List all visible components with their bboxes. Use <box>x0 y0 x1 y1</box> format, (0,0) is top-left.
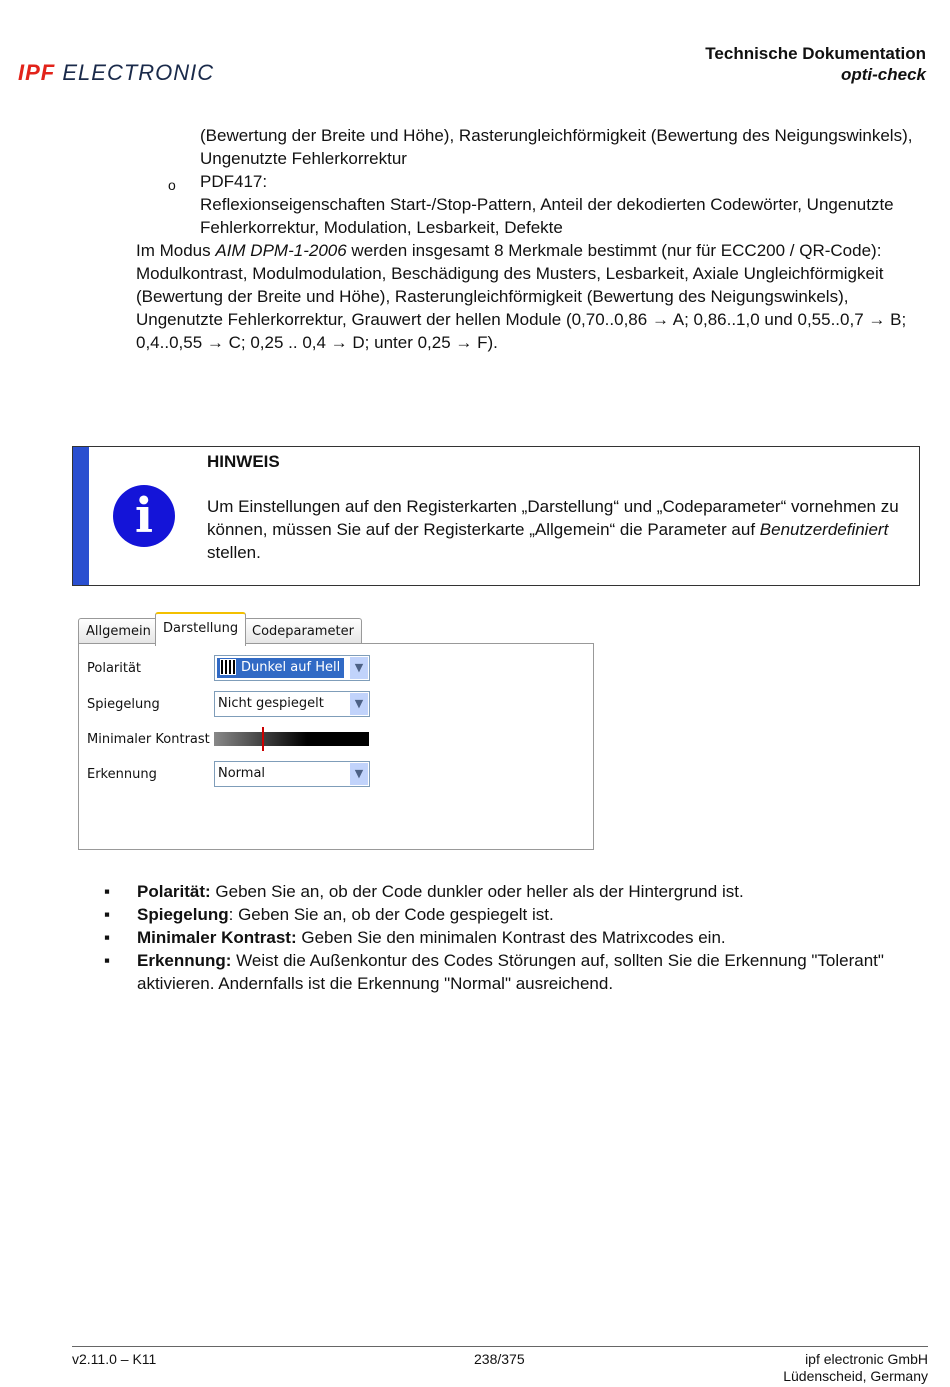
kontrast-label: Minimaler Kontrast <box>87 732 210 747</box>
logo-ipf: IPF <box>18 60 56 85</box>
tab-darstellung[interactable]: Darstellung <box>155 612 246 646</box>
header-title-block <box>705 43 926 85</box>
hinweis-box <box>72 446 920 586</box>
tab-codeparameter[interactable]: Codeparameter <box>244 618 362 644</box>
footer-location: Lüdenscheid, Germany <box>783 1368 928 1384</box>
spiegelung-value: Nicht gespiegelt <box>218 696 324 711</box>
footer-company: ipf electronic GmbH <box>805 1351 928 1367</box>
footer-company-block <box>783 1351 928 1385</box>
tab-panel <box>78 643 594 850</box>
polaritaet-select[interactable] <box>214 655 370 681</box>
note-title: HINWEIS <box>207 452 280 471</box>
spiegelung-select[interactable] <box>214 691 370 717</box>
erkennung-label: Erkennung <box>87 767 157 782</box>
tab-allgemein[interactable]: Allgemein <box>78 618 159 644</box>
item-text: Geben Sie an, ob der Code dunkler oder heller als der Hintergrund ist. <box>210 882 744 901</box>
polaritaet-value: Dunkel auf Hell <box>217 658 344 678</box>
info-icon: i <box>113 485 175 547</box>
item-term: Polarität: <box>137 882 211 901</box>
datamatrix-icon <box>220 659 236 675</box>
note-text <box>207 495 912 564</box>
note-em: Benutzerdefiniert <box>759 520 889 539</box>
note-end: stellen. <box>207 543 261 562</box>
aim-paragraph <box>136 239 926 354</box>
item-term: Minimaler Kontrast: <box>137 928 297 947</box>
polaritaet-label: Polarität <box>87 661 142 676</box>
erkennung-select[interactable] <box>214 761 370 787</box>
aim-text: werden insgesamt 8 Merkmale bestimmt (nur für ECC200 / QR-Code): Modulkontrast, Modulmodulation, Beschädigung des Musters, Lesbarkeit, Axiale Ungleichförmigkeit (Bewertung der Breite und Höhe), Rasterungleichförmigkeit (Bewertung des Neigungswinkels), Ungenutzte Fehlerkorrektur, Grauwert der hellen Module (0,70..0,86 → A; 0,86..1,0 und 0,55..0,7 → B; 0,4..0,55 → C; 0,25 .. 0,4 → D; unter 0,25 → F). <box>136 241 907 352</box>
chevron-down-icon[interactable]: ▼ <box>350 693 368 715</box>
doc-subtitle: opti-check <box>840 65 926 84</box>
spiegelung-label: Spiegelung <box>87 697 160 712</box>
item-text: Weist die Außenkontur des Codes Störungen auf, sollten Sie die Erkennung "Tolerant" aktivieren. Andernfalls ist die Erkennung "Normal" ausreichend. <box>137 951 884 993</box>
settings-dialog <box>78 612 594 850</box>
kontrast-slider-thumb[interactable] <box>262 727 264 751</box>
list-item <box>104 880 924 903</box>
note-bar <box>73 447 89 585</box>
item-text: Geben Sie den minimalen Kontrast des Matrixcodes ein. <box>296 928 726 947</box>
ipf-logo <box>18 60 214 86</box>
pdf417-title: PDF417: <box>200 172 268 191</box>
continued-text: (Bewertung der Breite und Höhe), Rasterungleichförmigkeit (Bewertung des Neigungswinkels), Ungenutzte Fehlerkorrektur <box>200 126 913 168</box>
footer <box>72 1346 928 1384</box>
logo-electronic: ELECTRONIC <box>62 60 215 85</box>
aim-mode: AIM DPM-1-2006 <box>215 241 347 260</box>
note-body: Um Einstellungen auf den Registerkarten „Darstellung“ und „Codeparameter“ vornehmen zu können, müssen Sie auf der Registerkarte „Allgemein“ die Parameter auf <box>207 497 899 539</box>
chevron-down-icon[interactable]: ▼ <box>350 657 368 679</box>
item-term: Spiegelung <box>137 905 229 924</box>
list-item <box>104 926 924 949</box>
erkennung-value: Normal <box>218 766 266 781</box>
list-item <box>104 903 924 926</box>
sub-bullet: o <box>168 177 176 193</box>
item-text: : Geben Sie an, ob der Code gespiegelt ist. <box>228 905 554 924</box>
list-item <box>104 949 924 995</box>
footer-page: 238/375 <box>474 1351 525 1367</box>
chevron-down-icon[interactable]: ▼ <box>350 763 368 785</box>
doc-title: Technische Dokumentation <box>705 44 926 63</box>
item-term: Erkennung: <box>137 951 232 970</box>
bullet-list <box>104 880 924 995</box>
aim-pre: Im Modus <box>136 241 216 260</box>
pdf417-text: Reflexionseigenschaften Start-/Stop-Pattern, Anteil der dekodierten Codewörter, Ungenutzte Fehlerkorrektur, Modulation, Lesbarkeit, Defekte <box>200 195 894 237</box>
footer-version: v2.11.0 – K11 <box>72 1351 157 1367</box>
kontrast-slider[interactable] <box>214 732 369 746</box>
